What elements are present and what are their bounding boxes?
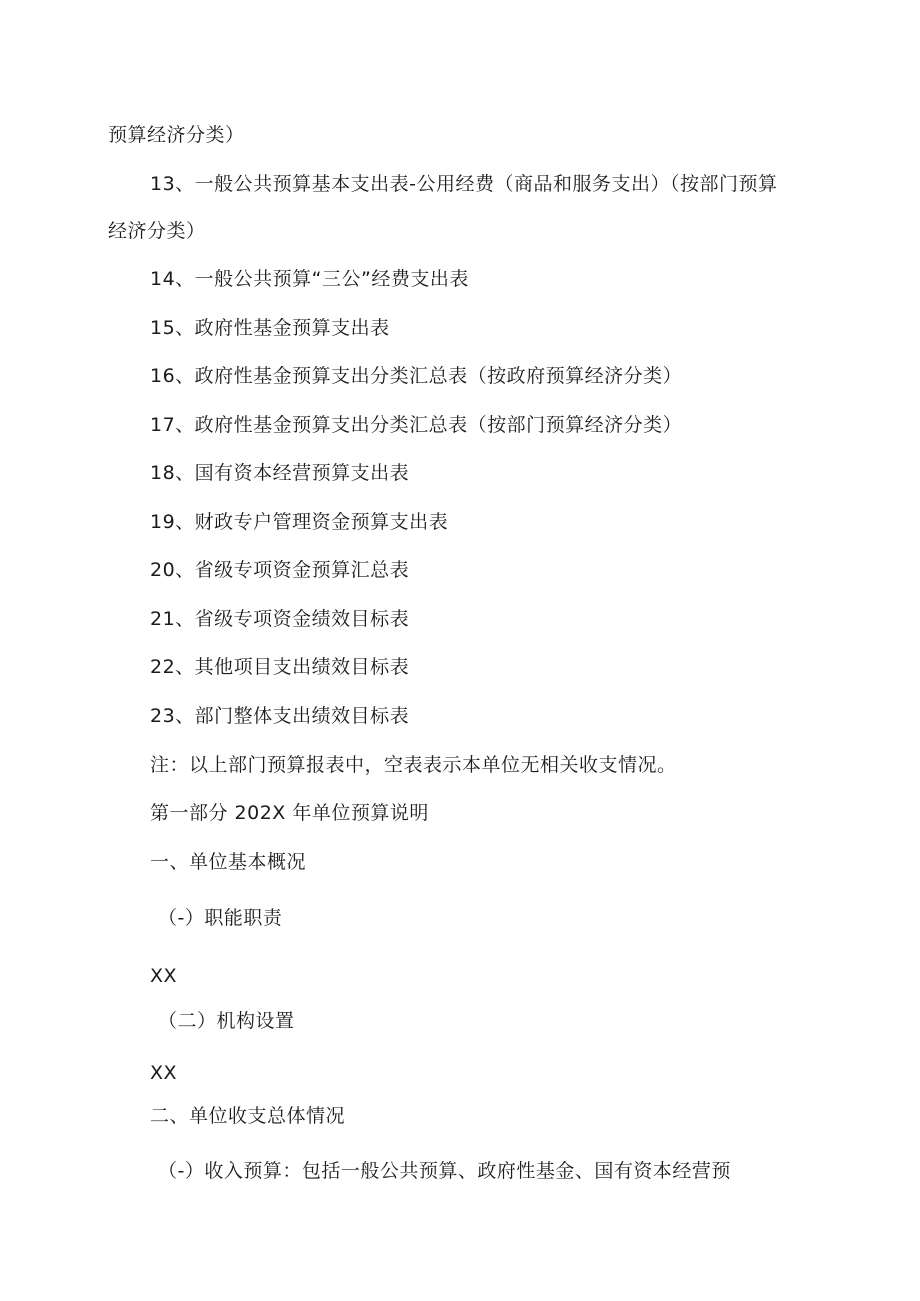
text-line-continuation: 预算经济分类）	[108, 124, 245, 146]
text-line-continuation: 经济分类）	[108, 220, 206, 242]
list-item-20: 20、省级专项资金预算汇总表	[150, 559, 410, 581]
list-item-15: 15、政府性基金预算支出表	[150, 317, 390, 339]
subsection-heading: 一、单位基本概况	[150, 851, 307, 873]
list-item-21: 21、省级专项资金绩效目标表	[150, 608, 410, 630]
list-item-19: 19、财政专户管理资金预算支出表	[150, 511, 449, 533]
list-item-13: 13、一般公共预算基本支出表-公用经费（商品和服务支出）（按部门预算	[150, 173, 778, 195]
list-item-18: 18、国有资本经营预算支出表	[150, 462, 410, 484]
paragraph-text: （-）收入预算：包括一般公共预算、政府性基金、国有资本经营预	[158, 1160, 731, 1182]
subsection-heading: （二）机构设置	[158, 1010, 295, 1032]
list-item-23: 23、部门整体支出绩效目标表	[150, 705, 410, 727]
list-item-16: 16、政府性基金预算支出分类汇总表（按政府预算经济分类）	[150, 365, 683, 387]
list-item-14: 14、一般公共预算“三公”经费支出表	[150, 268, 469, 290]
list-item-22: 22、其他项目支出绩效目标表	[150, 656, 410, 678]
subsection-heading: （-）职能职责	[158, 907, 283, 929]
note-text: 注：以上部门预算报表中，空表表示本单位无相关收支情况。	[150, 754, 677, 776]
placeholder-text: XX	[150, 965, 178, 987]
section-heading: 第一部分 202X 年单位预算说明	[150, 802, 429, 824]
list-item-17: 17、政府性基金预算支出分类汇总表（按部门预算经济分类）	[150, 414, 683, 436]
placeholder-text: XX	[150, 1062, 178, 1084]
subsection-heading: 二、单位收支总体情况	[150, 1105, 346, 1127]
